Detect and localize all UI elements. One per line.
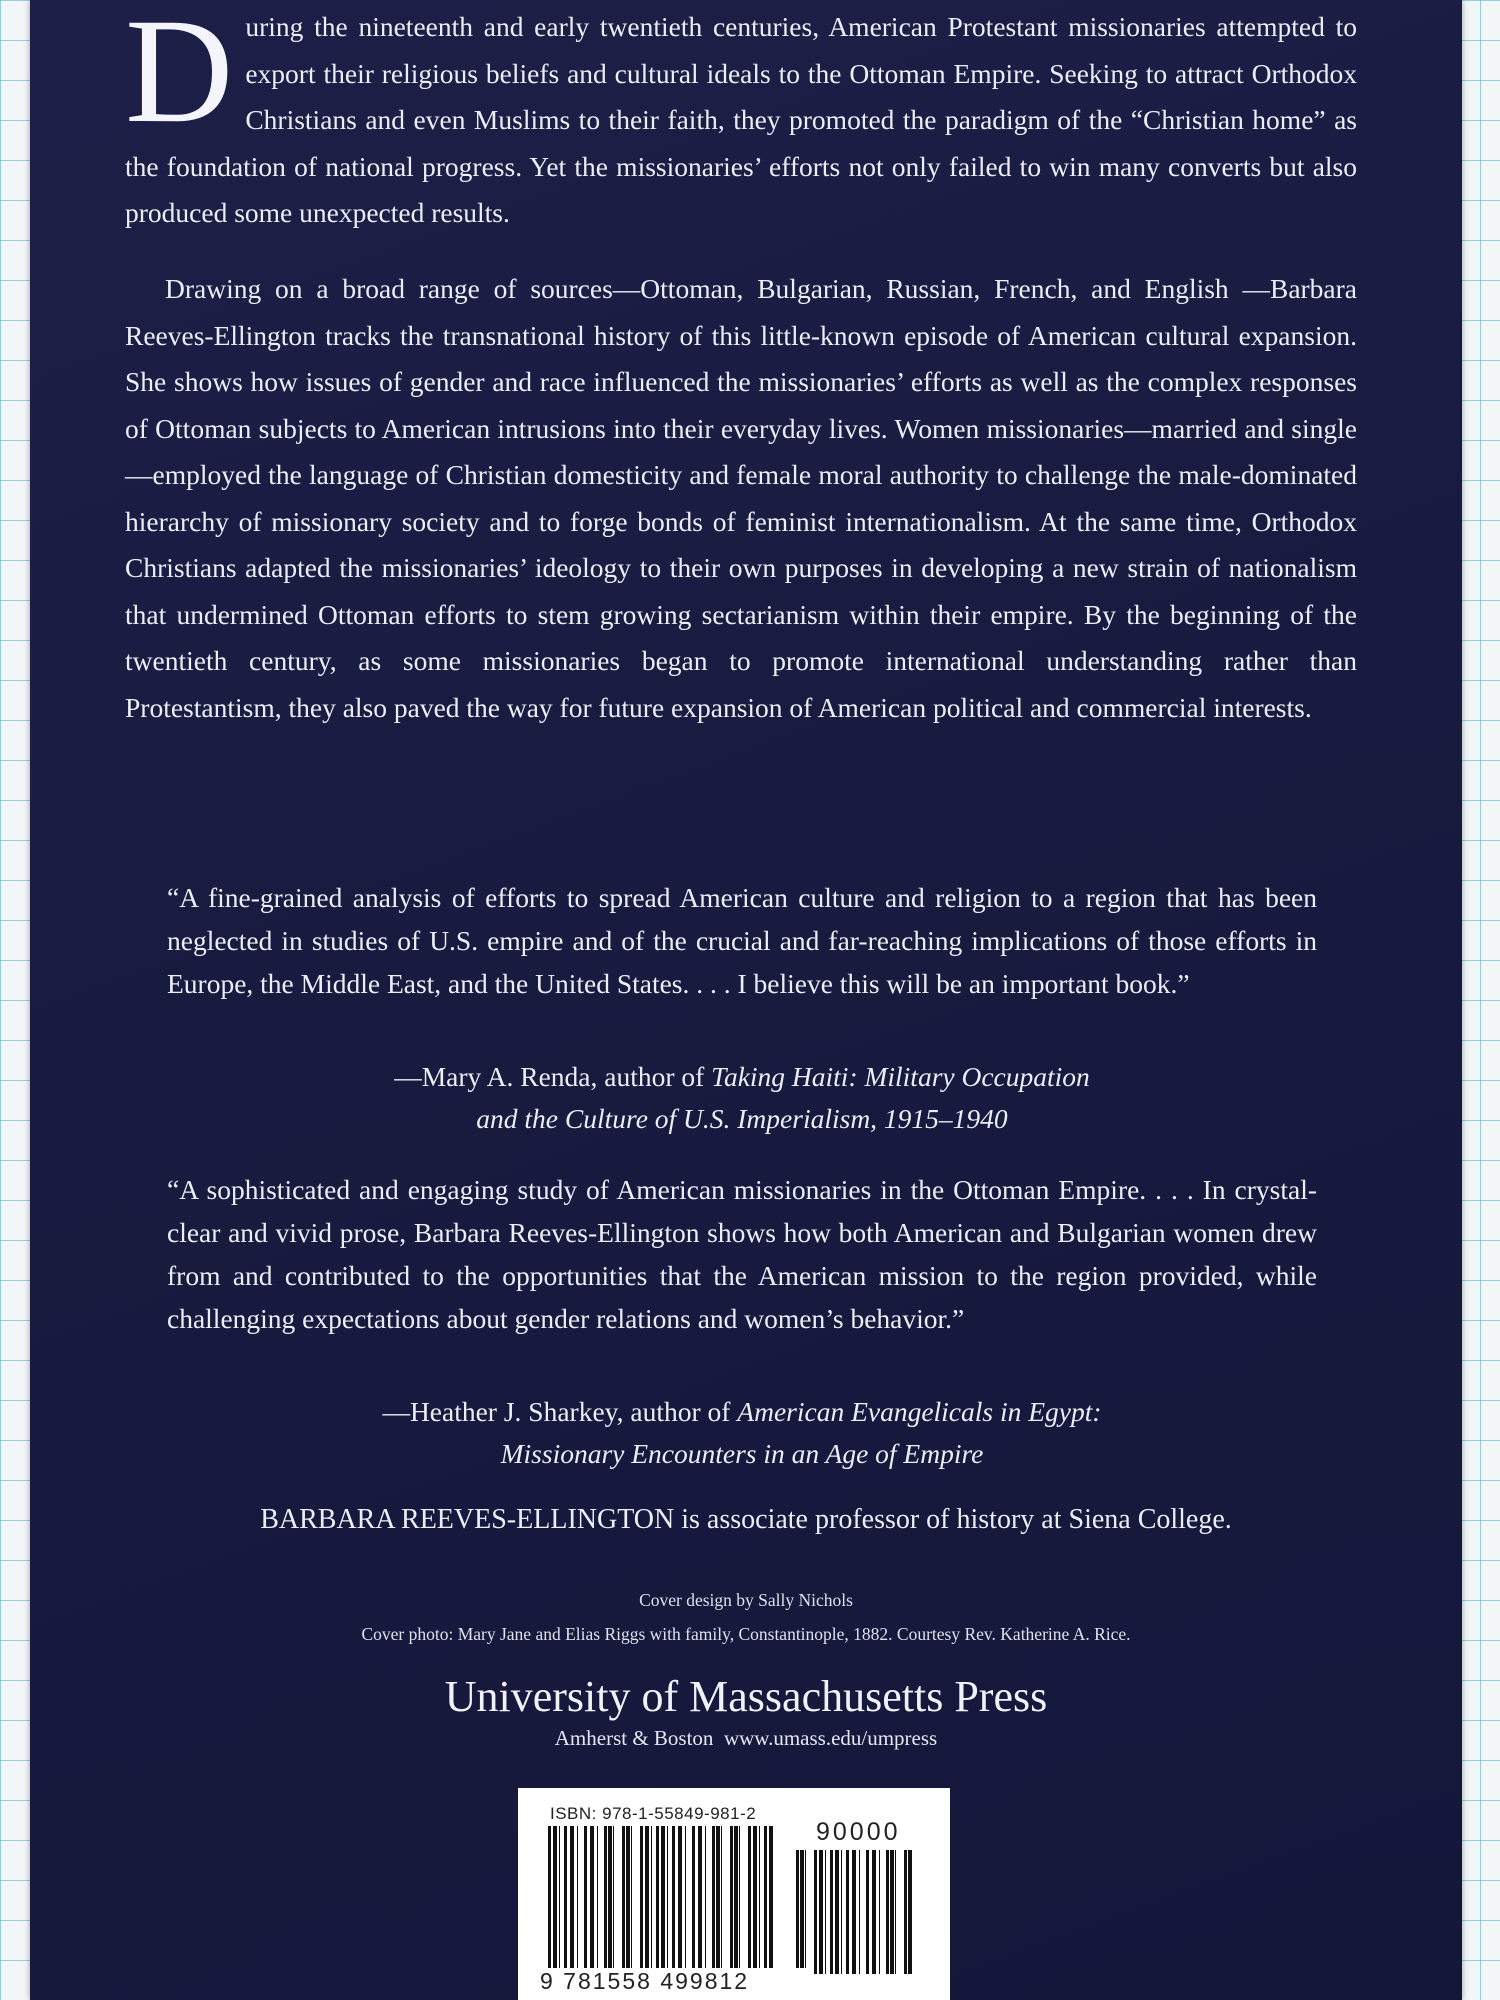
attribution-author-sharkey: —Heather J. Sharkey, author of [382, 1396, 731, 1427]
cover-photo-credit: Cover photo: Mary Jane and Elias Riggs with family, Constantinople, 1882. Courtesy Rev. Katherine A. Rice. [361, 1624, 1131, 1644]
barcode-addon-bar [800, 1850, 804, 1974]
barcode-addon-number: 90000 [816, 1818, 901, 1846]
attribution-book-title-renda-line2: and the Culture of U.S. Imperialism, 1915–1940 [476, 1103, 1008, 1134]
endorsement-attribution-sharkey [167, 1391, 1317, 1475]
barcode-main-bar [597, 1826, 598, 1974]
barcode-addon-bar [866, 1850, 869, 1974]
drop-cap: D [125, 0, 234, 154]
author-name: BARBARA REEVES-ELLINGTON [260, 1504, 675, 1535]
attribution-book-title-renda-line1: Taking Haiti: Military Occupation [711, 1061, 1090, 1092]
barcode-main-bar [622, 1826, 625, 1974]
barcode-main-bar [734, 1826, 738, 1974]
barcode-main-bar [716, 1826, 720, 1974]
barcode-addon-bar [814, 1850, 817, 1974]
barcode-main-bar [570, 1826, 574, 1974]
barcode-addon-bar [805, 1850, 806, 1974]
barcode-addon-bar [886, 1850, 889, 1974]
author-bio-text: is associate professor of history at Siena College. [681, 1504, 1232, 1535]
barcode-main-bar [769, 1826, 773, 1974]
barcode-main-bar [685, 1826, 686, 1974]
publisher-location: Amherst & Boston [554, 1726, 714, 1750]
barcode-main-bar [667, 1826, 668, 1974]
barcode-addon-bar [895, 1850, 896, 1974]
endorsement-quote-renda: “A fine-grained analysis of efforts to spread American culture and religion to a region that has been neglected in studies of U.S. empire and of the crucial and far-reaching implications of those efforts in Europe, the Middle East, and the United States. . . . I believe this will be an important book.” [167, 882, 1317, 999]
barcode-addon-bar [835, 1850, 839, 1974]
barcode-main-bar [559, 1826, 560, 1974]
barcode-main-bar [613, 1826, 614, 1974]
barcode-main-bar [721, 1826, 722, 1974]
barcode-main-bar [651, 1826, 652, 1974]
barcode-addon-bar [908, 1850, 912, 1974]
barcode-addon-bar [841, 1850, 842, 1974]
barcode-addon-bar [879, 1850, 880, 1974]
barcode-main-bar [661, 1826, 665, 1974]
barcode-main-bar [626, 1826, 630, 1974]
barcode-addon-bar [830, 1850, 833, 1974]
barcode-addon-bar [819, 1850, 823, 1974]
barcode-main-bar [548, 1826, 551, 1974]
description-paragraph-1 [125, 0, 1357, 237]
cover-design-credit: Cover design by Sally Nichols [639, 1590, 853, 1610]
barcode-main-bar [590, 1826, 594, 1974]
barcode-addon-bar [825, 1850, 826, 1974]
barcode-main-bar [705, 1826, 706, 1974]
barcode-addon-bars [796, 1850, 916, 1974]
barcode-main-bar [692, 1826, 695, 1974]
barcode-main-bar [739, 1826, 740, 1974]
barcode-main-bar [759, 1826, 760, 1974]
barcode-addon-bar [859, 1850, 860, 1974]
barcode-main-bar [608, 1826, 612, 1974]
barcode-main-bars [548, 1826, 778, 1974]
barcode-main-bar [645, 1826, 649, 1974]
barcode-main-bar [577, 1826, 578, 1974]
barcode-main-bar [748, 1826, 751, 1974]
barcode-addon-bar [852, 1850, 856, 1974]
barcode-main-bar [753, 1826, 757, 1974]
publisher-name: University of Massachusetts Press [444, 1672, 1048, 1721]
barcode-main-bar [584, 1826, 587, 1974]
barcode-addon-bar [904, 1850, 907, 1974]
attribution-book-title-sharkey-line2: Missionary Encounters in an Age of Empire [500, 1438, 984, 1469]
attribution-author-renda: —Mary A. Renda, author of [394, 1061, 705, 1092]
attribution-book-title-sharkey-line1: American Evangelicals in Egypt: [737, 1396, 1102, 1427]
barcode-addon-bar [846, 1850, 849, 1974]
barcode-addon-bar [890, 1850, 894, 1974]
publisher-url: www.umass.edu/umpress [723, 1726, 938, 1750]
barcode-addon-bar [796, 1850, 799, 1974]
endorsement-attribution-renda [167, 1056, 1317, 1140]
barcode-main-bar [631, 1826, 632, 1974]
barcode-main-bar [698, 1826, 702, 1974]
isbn-label: ISBN: 978-1-55849-981-2 [550, 1804, 757, 1823]
isbn-barcode [518, 1788, 950, 2000]
barcode-addon-bar [872, 1850, 876, 1974]
barcode-number: 9 781558 499812 [536, 1968, 810, 1995]
barcode-main-bar [553, 1826, 557, 1974]
barcode-main-bar [656, 1826, 659, 1974]
barcode-main-bar [730, 1826, 733, 1974]
barcode-main-bar [764, 1826, 767, 1974]
barcode-main-bar [564, 1826, 567, 1974]
description-paragraph-1-text: uring the nineteenth and early twentieth centuries, American Protestant missionaries attempted to export their religious beliefs and cultural ideals to the Ottoman Empire. Seeking to attract Orthodox Christians and even Muslims to their faith, they promoted the paradigm of the “Christian home” as the foundation of national progress. Yet the missionaries’ efforts not only failed to win many converts but also produced some unexpected results. [125, 11, 1357, 228]
endorsement-quote-sharkey: “A sophisticated and engaging study of American missionaries in the Ottoman Empire. . . . In crystal-clear and vivid prose, Barbara Reeves-Ellington shows how both American and Bulgarian women drew from and contributed to the opportunities that the American mission to the region provided, while challenging expectations about gender relations and women’s behavior.” [167, 1174, 1317, 1334]
publisher-location-line [120, 1723, 1372, 1753]
barcode-main-bar [640, 1826, 643, 1974]
barcode-main-bar [712, 1826, 715, 1974]
barcode-main-bar [672, 1826, 675, 1974]
description-paragraph-2: Drawing on a broad range of sources—Ottoman, Bulgarian, Russian, French, and English —Barbara Reeves-Ellington tracks the transnational history of this little-known episode of American cultural expansion. She shows how issues of gender and race influenced the missionaries’ efforts as well as the complex responses of Ottoman subjects to American intrusions into their everyday lives. Women missionaries—married and single—employed the language of Christian domesticity and female moral authority to challenge the male-dominated hierarchy of missionary society and to forge bonds of feminist internationalism. At the same time, Orthodox Christians adapted the missionaries’ ideology to their own purposes in developing a new strain of nationalism that undermined Ottoman efforts to stem growing sectarianism within their empire. By the beginning of the twentieth century, as some missionaries began to promote international understanding rather than Protestantism, they also paved the way for future expansion of American political and commercial interests. [125, 273, 1357, 723]
barcode-main-bar [604, 1826, 607, 1974]
book-back-cover [30, 0, 1462, 2000]
barcode-main-bar [678, 1826, 682, 1974]
author-bio [120, 1500, 1372, 1540]
